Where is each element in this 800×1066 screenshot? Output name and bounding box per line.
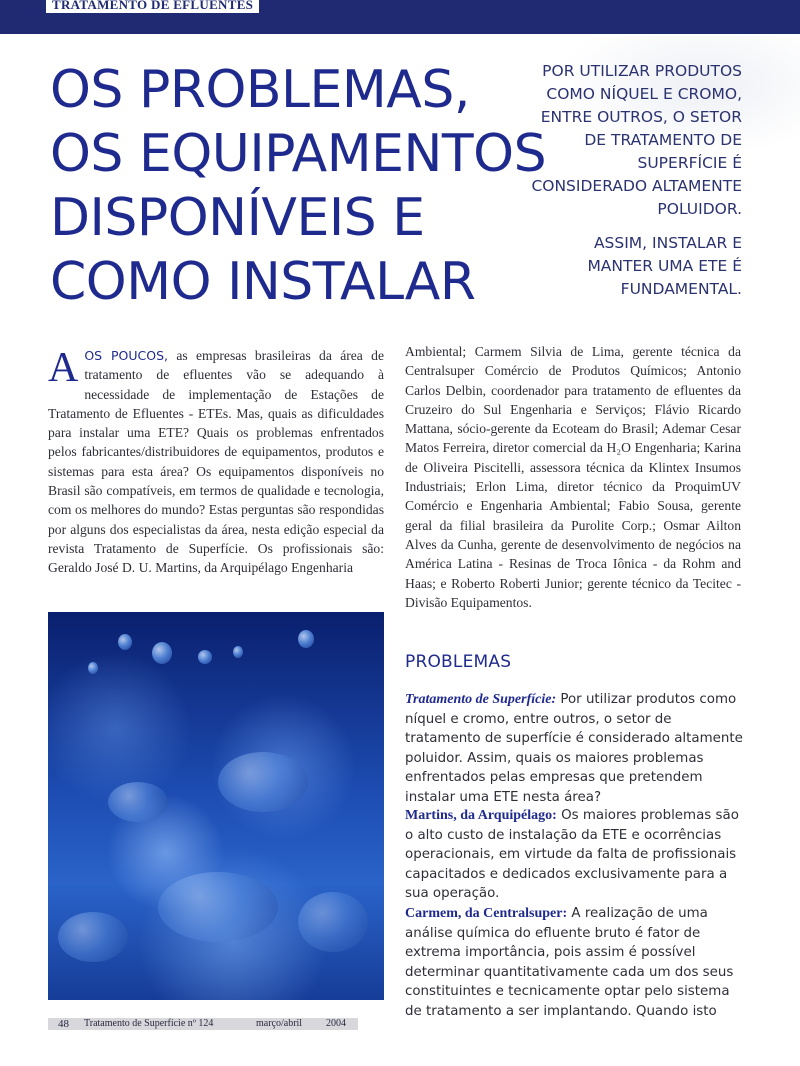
page-footer xyxy=(48,1018,358,1030)
question-text: Por utilizar produtos como níquel e cromo, entre outros, o setor de tratamento de superfície é considerado altamente poluidor. Assim, quais os maiores problemas enfrentados pelas empresas que pretendem instalar uma ETE nesta área? xyxy=(405,692,743,805)
answer-text: A realização de uma análise química do efluente bruto é fator de extrema importância, pois assim é possível determinar quantitativamente cada um dos seus constituintes e tecnicamente optar pelo sistema de tratamento a ser implantando. Quando isto xyxy=(405,906,734,1019)
water-splash-photo xyxy=(48,612,384,1000)
deck-paragraph: ASSIM, INSTALAR E MANTER UMA ETE É FUNDAMENTAL. xyxy=(587,234,742,298)
section-label: TRATAMENTO DE EFLUENTES xyxy=(46,0,259,13)
water-drop xyxy=(298,892,368,952)
intro-continued-text: Ambiental; Carmem Silvia de Lima, gerente técnica da Centralsuper Comércio de Produtos Químicos; Antonio Carlos Delbin, coordenador para tratamento de efluentes da Cruzeiro do Sul Engenharia e Serviços; Flávio Ricardo Mattana, sócio-gerente da Ecoteam do Brasil; Ademar Cesar Matos Ferreira, diretor comercial da H₂O Engenharia; Karina de Oliveira Piscitelli, assessora técnica da Klintex Insumos Industriais; Erlon Lima, diretor técnico da ProquimUV Comércio e Engenharia Ambiental; Fabio Sousa, gerente geral da filial brasileira da Purolite Corp.; Osmar Ailton Alves da Cunha, gerente de desenvolvimento de negócios na América Latina - Resinas de Troca Iônica - da Rohm and Haas; e Roberto Roberti Junior; gerente técnico da Tecitec - Divisão Equipamentos. xyxy=(405,344,741,610)
water-drop xyxy=(198,650,212,664)
answer-text: Os maiores problemas são o alto custo de instalação da ETE e ocorrências operacionais, em virtude da falta de profissionais capacitados e dedicados exclusivamente para a sua operação. xyxy=(405,808,739,902)
lead-in: OS POUCOS, xyxy=(84,348,169,363)
water-drop xyxy=(118,634,132,650)
drop-cap: A xyxy=(48,345,79,391)
section-heading: PROBLEMAS xyxy=(405,652,512,672)
water-drop xyxy=(233,646,243,658)
answer-label: Carmem, da Centralsuper: xyxy=(405,906,568,921)
intro-column-right xyxy=(405,342,741,612)
title-line: DISPONÍVEIS E xyxy=(50,188,425,248)
water-drop xyxy=(88,662,98,674)
water-drop xyxy=(152,642,172,664)
intro-column-left xyxy=(48,346,384,578)
article-title xyxy=(50,58,550,314)
water-drop xyxy=(298,630,314,648)
answer-label: Martins, da Arquipélago: xyxy=(405,808,557,823)
question-paragraph xyxy=(405,690,743,808)
issue-months: março/abril xyxy=(256,1018,303,1029)
intro-text: as empresas brasileiras da área de tratamento de efluentes vão se adequando à necessidade de implementação de Estações de Tratamento de Efluentes - ETEs. Mas, quais as dificuldades para instalar uma ETE? Quais os problemas enfrentados pelos fabricantes/distribuidores de equipamentos, produtos e sistemas para esta área? Os equipamentos disponíveis no Brasil são compatíveis, em termos de qualidade e tecnologia, com os melhores do mundo? Estas perguntas são respondidas por alguns dos especialistas da área, nesta edição especial da revista Tratamento de Superfície. Os profissionais são: Geraldo José D. U. Martins, da Arquipélago Engenharia xyxy=(48,348,384,576)
page-number: 48 xyxy=(58,1018,69,1030)
article-deck xyxy=(528,60,742,312)
water-drop xyxy=(218,752,308,812)
water-drop xyxy=(108,782,168,822)
answer-paragraph xyxy=(405,806,743,904)
title-line: OS EQUIPAMENTOS xyxy=(50,124,547,184)
title-line: COMO INSTALAR xyxy=(50,252,476,312)
issue-year: 2004 xyxy=(326,1018,346,1029)
title-line: OS PROBLEMAS, xyxy=(50,60,470,120)
magazine-name: Tratamento de Superfície nº 124 xyxy=(84,1018,214,1029)
question-label: Tratamento de Superfície: xyxy=(405,692,557,707)
water-drop xyxy=(58,912,128,962)
deck-paragraph: POR UTILIZAR PRODUTOS COMO NÍQUEL E CROMO, ENTRE OUTROS, O SETOR DE TRATAMENTO DE SUPERFÍCIE É CONSIDERADO ALTAMENTE POLUIDOR. xyxy=(531,62,742,218)
water-drop xyxy=(158,872,278,942)
answer-paragraph xyxy=(405,904,743,1022)
